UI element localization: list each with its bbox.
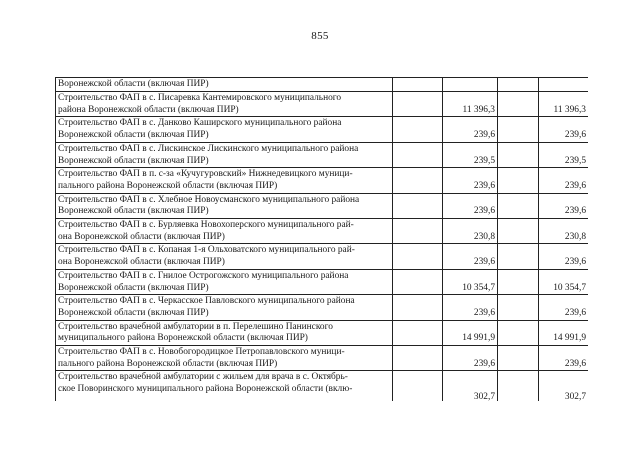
description-line: Строительство ФАП в с. Лискинское Лискинского муниципального района [58, 143, 359, 154]
total-cell: 239,6 [539, 244, 589, 269]
empty-cell [393, 244, 443, 269]
row-description [56, 117, 393, 142]
amount-cell: 14 991,9 [443, 320, 498, 345]
total-cell: 239,6 [539, 346, 589, 371]
empty-cell [393, 78, 443, 92]
row-description [56, 92, 393, 117]
table-row [56, 117, 589, 142]
total-cell: 14 991,9 [539, 320, 589, 345]
description-line: ское Поворинского муниципального района Воронежской области (вклю- [58, 384, 353, 395]
description-line: района Воронежской области (включая ПИР) [58, 104, 239, 115]
table-row [56, 371, 589, 401]
empty-cell [393, 320, 443, 345]
total-cell: 230,8 [539, 219, 589, 244]
empty-cell [498, 117, 539, 142]
amount-cell: 239,5 [443, 142, 498, 167]
empty-cell [393, 193, 443, 218]
empty-cell [393, 92, 443, 117]
table-row [56, 168, 589, 193]
empty-cell [498, 269, 539, 294]
table-row [56, 193, 589, 218]
row-description: Воронежской области (включая ПИР) [56, 78, 393, 92]
description-line: Строительство ФАП в с. Гнилое Острогожского муниципального района [58, 270, 349, 281]
table-row [56, 295, 589, 320]
total-cell: 302,7 [539, 371, 589, 401]
empty-cell [393, 168, 443, 193]
amount-cell: 302,7 [443, 371, 498, 401]
row-description [56, 219, 393, 244]
empty-cell [498, 92, 539, 117]
amount-cell: 239,6 [443, 295, 498, 320]
amount-cell: 10 354,7 [443, 269, 498, 294]
description-line: Строительство ФАП в с. Хлебное Новоусманского муниципального района [58, 194, 360, 205]
row-description [56, 346, 393, 371]
empty-cell [393, 269, 443, 294]
description-line: Строительство врачебной амбулатории в п. Перелешино Панинского [58, 321, 333, 332]
row-description [56, 371, 393, 401]
table-body [56, 78, 589, 402]
empty-cell [498, 295, 539, 320]
description-line: Воронежской области (включая ПИР) [58, 130, 209, 141]
empty-cell [498, 320, 539, 345]
description-line: она Воронежской области (включая ПИР) [58, 257, 225, 268]
empty-cell [498, 193, 539, 218]
description-line: Строительство ФАП в с. Бурляевка Новохоперского муниципального рай- [58, 220, 354, 231]
empty-cell [498, 168, 539, 193]
empty-cell [393, 371, 443, 401]
empty-cell [498, 371, 539, 401]
budget-table [55, 77, 588, 401]
page-number: 855 [311, 30, 329, 42]
row-description [56, 168, 393, 193]
total-cell: 239,6 [539, 117, 589, 142]
empty-cell [443, 78, 498, 92]
description-line: Воронежской области (включая ПИР) [58, 307, 209, 318]
row-description [56, 320, 393, 345]
description-line: Воронежской области (включая ПИР) [58, 282, 209, 293]
budget-table-fragment [55, 77, 588, 401]
empty-cell [393, 346, 443, 371]
amount-cell: 239,6 [443, 117, 498, 142]
table-row [56, 92, 589, 117]
table-row [56, 269, 589, 294]
description-line: Строительство ФАП в с. Новобогородицкое Петропавловского муници- [58, 347, 345, 358]
description-line: Строительство ФАП в п. с-за «Кучугуровский» Нижнедевицкого муници- [58, 169, 353, 180]
row-description [56, 142, 393, 167]
description-line: Воронежской области (включая ПИР) [58, 206, 209, 217]
amount-cell: 11 396,3 [443, 92, 498, 117]
description-line: Строительство ФАП в с. Данково Каширского муниципального района [58, 118, 342, 129]
empty-cell [498, 244, 539, 269]
empty-cell [393, 219, 443, 244]
total-cell: 239,6 [539, 295, 589, 320]
description-line: Воронежской области (включая ПИР) [58, 155, 209, 166]
description-line: Строительство ФАП в с. Копаная 1-я Ольховатского муниципального рай- [58, 245, 355, 256]
description-line: Строительство врачебной амбулатории с жильем для врача в с. Октябрь- [58, 372, 348, 383]
row-description [56, 193, 393, 218]
total-cell: 239,5 [539, 142, 589, 167]
description-line: Строительство ФАП в с. Писаревка Кантемировского муниципального [58, 93, 342, 103]
amount-cell: 239,6 [443, 193, 498, 218]
table-row [56, 244, 589, 269]
description-line: она Воронежской области (включая ПИР) [58, 231, 225, 242]
empty-cell [498, 142, 539, 167]
table-row [56, 320, 589, 345]
empty-cell [498, 219, 539, 244]
empty-cell [393, 295, 443, 320]
row-description [56, 269, 393, 294]
row-description [56, 295, 393, 320]
table-row [56, 142, 589, 167]
amount-cell: 239,6 [443, 244, 498, 269]
table-row [56, 219, 589, 244]
description-line: пального района Воронежской области (включая ПИР) [58, 358, 278, 369]
description-line: пального района Воронежской области (включая ПИР) [58, 180, 278, 191]
empty-cell [539, 78, 589, 92]
empty-cell [498, 78, 539, 92]
table-row [56, 346, 589, 371]
total-cell: 239,6 [539, 168, 589, 193]
total-cell: 239,6 [539, 193, 589, 218]
empty-cell [393, 142, 443, 167]
description-line: муниципального района Воронежской области (включая ПИР) [58, 333, 308, 344]
total-cell: 10 354,7 [539, 269, 589, 294]
table-row [56, 78, 589, 92]
row-description [56, 244, 393, 269]
amount-cell: 230,8 [443, 219, 498, 244]
empty-cell [393, 117, 443, 142]
description-line: Строительство ФАП в с. Черкасское Павловского муниципального района [58, 296, 355, 307]
empty-cell [498, 346, 539, 371]
total-cell: 11 396,3 [539, 92, 589, 117]
amount-cell: 239,6 [443, 346, 498, 371]
amount-cell: 239,6 [443, 168, 498, 193]
